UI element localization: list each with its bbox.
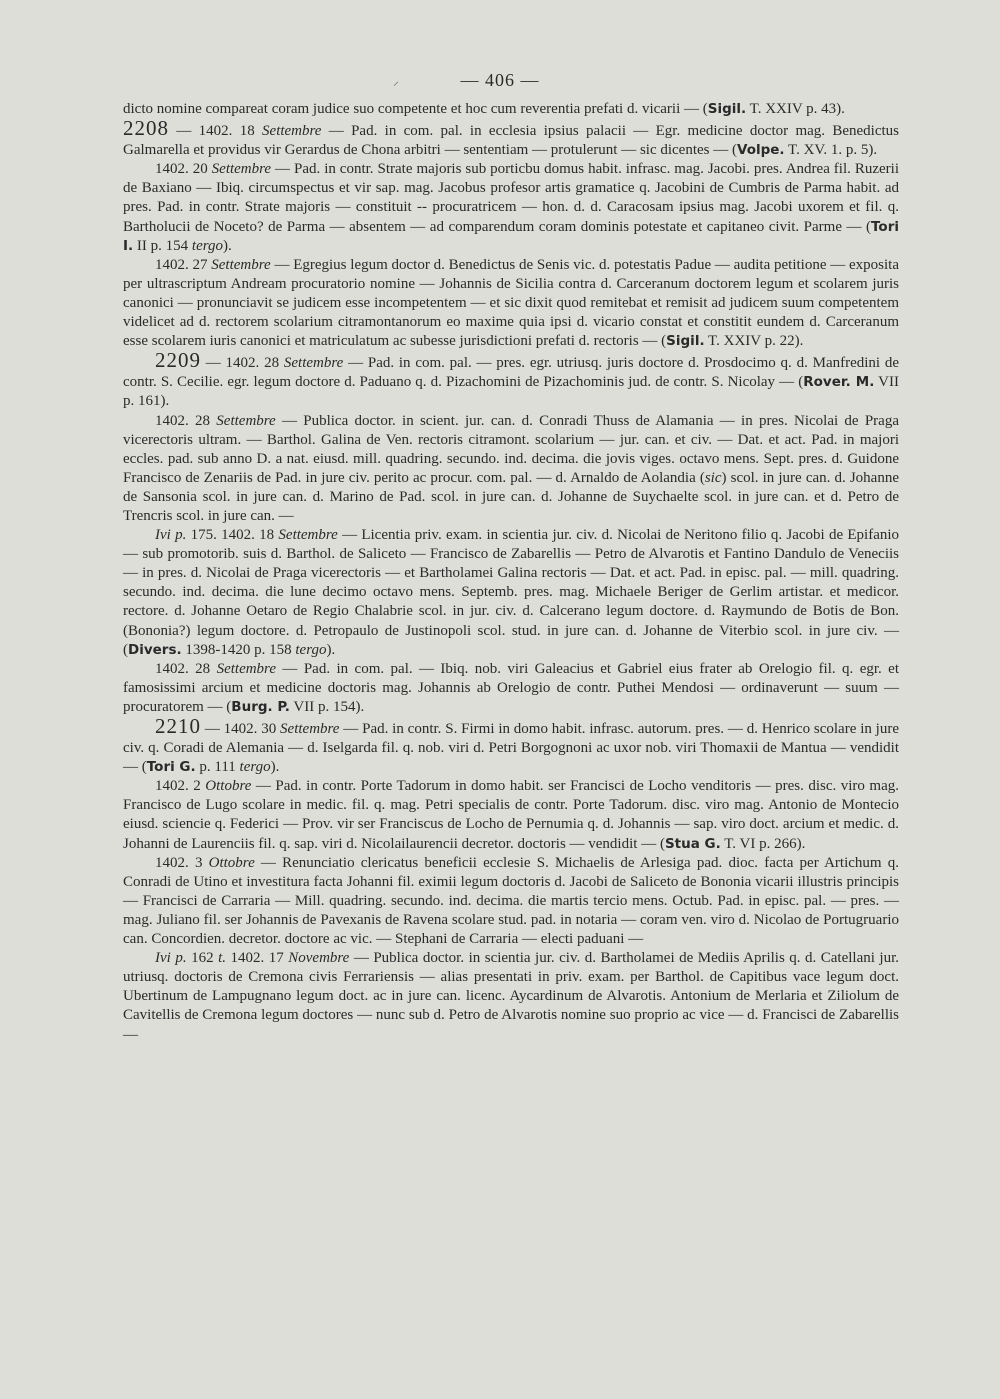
text-segment: — Pad. in contr. Strate majoris sub porticbu domus habit. infrasc. mag. Jacobi. pres. Andrea fil. Ruzerii de Baxiano — Ibiq. circumspectus et vir sap. mag. Jacobus profesor artis gramatice q. Jacobini de Cumbris de Parma habit. ad pres. Pad. in contr. Strate majoris — constituit -- procuratricem — hon. d. d. Caracosam ipsius mag. Jacobi uxorem et fil. q. Bartholucii de Noceto? de Parma — absentem — ad comparendum coram dominis potestate et capitaneo civit. Parme — ( bbox=[123, 161, 899, 235]
paragraph bbox=[123, 526, 899, 660]
text-segment: 162 bbox=[186, 950, 219, 967]
paragraph bbox=[123, 116, 899, 160]
paragraph bbox=[123, 256, 899, 351]
source-citation: Sigil. bbox=[707, 101, 747, 117]
text-segment: 1402. 3 bbox=[155, 854, 209, 871]
italic-text: Novembre bbox=[288, 950, 350, 967]
text-segment: 175. 1402. 18 bbox=[186, 527, 279, 544]
text-segment: II p. 154 bbox=[133, 237, 192, 254]
italic-text: Settembre bbox=[283, 355, 344, 372]
paragraph bbox=[123, 714, 900, 777]
text-segment: — Pad. in com. pal. in ecclesia ipsius palacii — Egr. medicine doctor mag. Benedictus Galmarella et providus vir Gerardus de Chona arbitri — sententiam — protulerunt — sic dicentes — ( bbox=[123, 123, 899, 159]
paragraph bbox=[123, 100, 899, 119]
italic-text: t. bbox=[218, 950, 226, 967]
page-mark: ⸝ bbox=[393, 74, 400, 88]
italic-text: tergo bbox=[295, 641, 327, 658]
text-segment: VII p. 161). bbox=[123, 374, 900, 410]
text-segment: 1402. 17 bbox=[226, 950, 289, 967]
paragraph bbox=[123, 777, 899, 853]
italic-text: Settembre bbox=[211, 161, 272, 178]
text-segment: p. 111 bbox=[195, 759, 240, 776]
source-citation: Tori G. bbox=[146, 759, 196, 776]
source-citation: Volpe. bbox=[737, 142, 785, 159]
italic-text: Ivi p. bbox=[155, 950, 187, 967]
source-citation: Rover. M. bbox=[803, 374, 875, 391]
source-citation: Sigil. bbox=[666, 333, 705, 350]
text-segment: 1402. 27 bbox=[155, 256, 212, 273]
text-segment: ). bbox=[223, 237, 232, 254]
paragraph bbox=[123, 660, 899, 717]
italic-text: Settembre bbox=[262, 123, 322, 140]
text-segment: T. VI p. 266). bbox=[720, 835, 806, 852]
italic-text: tergo bbox=[191, 237, 224, 254]
text-segment: — Pad. in contr. S. Firmi in domo habit. infrasc. autorum. pres. — d. Henrico scolare in jure civ. q. Coradi de Alemania — d. Iselgarda fil. q. nob. viri d. Petri Borgognoni ac uxor nob. viri Thomaxii de Mantua — vendidit — ( bbox=[123, 721, 900, 776]
paragraph bbox=[123, 348, 900, 411]
text-segment: ) scol. in jure can. d. Johanne de Sansonia scol. in jure can. d. Marino de Pad. scol. in jure can. d. Johanne de Suychaelte scol. in jure can. et d. Petro de Trencris scol. in jure can. — bbox=[123, 469, 899, 524]
paragraph bbox=[123, 854, 899, 949]
italic-text: Settembre bbox=[216, 660, 276, 677]
text-segment: — 1402. 28 bbox=[201, 355, 284, 372]
text-segment: 1402. 28 bbox=[155, 660, 217, 677]
text-segment: 1398-1420 p. 158 bbox=[181, 641, 296, 658]
text-segment: dicto nomine compareat coram judice suo competente et hoc cum reverentia prefati d. vicarii — ( bbox=[123, 101, 708, 117]
text-segment: 1402. 20 bbox=[155, 161, 212, 178]
italic-text: Settembre bbox=[280, 721, 340, 737]
text-segment: 1402. 2 bbox=[155, 778, 206, 795]
text-segment: VII p. 154). bbox=[289, 698, 365, 715]
italic-text: Ivi p. bbox=[155, 527, 187, 544]
page-number: — 406 — bbox=[460, 70, 540, 90]
text-segment: — 1402. 18 bbox=[169, 123, 263, 140]
source-citation: Divers. bbox=[128, 641, 182, 658]
entry-number: 2208 bbox=[123, 116, 169, 141]
italic-text: sic bbox=[704, 469, 722, 486]
italic-text: Ottobre bbox=[208, 854, 255, 871]
text-segment: 1402. 28 bbox=[155, 412, 217, 429]
text-segment: — 1402. 30 bbox=[201, 721, 281, 737]
text-segment: — Pad. in com. pal. — pres. egr. utriusq. juris doctore d. Prosdocimo q. d. Manfredini de contr. S. Cecilie. egr. legum doctore d. Paduano q. d. Pizachomini de Pizachominis jud. de contr. S. Nicolay — ( bbox=[123, 355, 900, 391]
italic-text: Settembre bbox=[211, 256, 271, 273]
entry-number: 2210 bbox=[155, 714, 201, 738]
italic-text: Settembre bbox=[216, 412, 276, 429]
paragraph bbox=[123, 160, 899, 255]
text-segment: — Publica doctor. in scientia jur. civ. d. Bartholamei de Mediis Aprilis q. d. Catellani jur. utriusq. doctoris de Cremona civis Ferrariensis — alias presentati in priv. exam. per Barthol. de Capitibus vace legum doct. Ubertinum de Lampugnano legum doct. ac in jure can. licenc. Aycardinum de Alvarotis. Antonium de Merlaria et Ziliolum de Cavitellis de Cremona legum doctores — nunc sub d. Petro de Alvarotis nomine suo proprio ac vice — d. Francisci de Zabarellis — bbox=[123, 950, 900, 1043]
italic-text: Ottobre bbox=[205, 778, 252, 795]
source-citation: Tori I. bbox=[123, 218, 899, 254]
italic-text: Settembre bbox=[278, 527, 338, 544]
entry-number: 2209 bbox=[155, 348, 201, 373]
text-segment: T. XXIV p. 43). bbox=[746, 101, 845, 117]
text-segment: — Renunciatio clericatus beneficii ecclesie S. Michaelis de Arlesiga pad. dioc. facta per Artichum q. Conradi de Utino et investitura facta Johanni fil. eximii legum doctoris d. Jacobi de Saliceto de Bononia vicarii illustris principis — Francisci de Carraria — Mill. quadring. secundo. ind. decima. die martis tercio mens. Octub. Pad. in episc. pal. — pres. — mag. Juliano fil. ser Johannis de Pavexanis de Ravena scolare stud. pad. in notaria — coram ven. viro d. Nicolao de Portugruario can. Concordien. decretor. doctore ac vic. — Stephani de Carraria — electi paduani — bbox=[123, 854, 899, 948]
text-segment: ). bbox=[270, 759, 280, 776]
text-segment: — Licentia priv. exam. in scientia jur. civ. d. Nicolai de Neritono filio q. Jacobi de Epifanio — sub promotorib. suis d. Barthol. de Saliceto — Francisco de Zabarellis — Petro de Alvarotis et Fantino Dandulo de Veneciis — in pres. d. Nicolai de Praga vicerectoris — et Bartholamei Galina rectoris — Dat. et act. Pad. in episc. pal. — mill. quadring. secundo. ind. decima. die lune decimo octavo mens. Septemb. pres. mag. Michaele Beriger de Gerlim artistar. et medicor. rectore. d. Johanne Oetaro de Regio Chalabrie scol. in jur. civ. d. Calcerano legum doctore. d. Raymundo de Botis de Bon. (Bononia?) legum doctore. d. Petropaulo de Justinopoli scol. stud. in jure can. d. Johanne de Viterbio scol. in jure civ. — ( bbox=[123, 527, 900, 658]
text-segment: — Pad. in com. pal. — Ibiq. nob. viri Galeacius et Gabriel eius frater ab Orelogio fil. q. egr. et famosissimi arcium et medicine doctoris mag. Johannis ab Orelogio de contr. Puthei Mendosi — ordinaverunt — suum — procuratorem — ( bbox=[123, 660, 900, 715]
paragraph bbox=[123, 949, 899, 1044]
text-segment: — Pad. in contr. Porte Tadorum in domo habit. ser Francisci de Locho venditoris — pres. disc. viro mag. Francisco de Lugo scolare in medic. fil. q. mag. Petri specialis de contr. Porte Tadorum. disc. viro mag. Antonio de Montecio eiusd. sciencie q. Federici — Prov. vir ser Franciscus de Locho de Pernumia q. d. Johannis — sap. viro doct. arcium et medic. d. Johanni de Laurenciis fil. q. sap. viri d. Nicolailaurencii decretor. doctoris — vendidit — ( bbox=[123, 778, 900, 852]
text-segment: — Egregius legum doctor d. Benedictus de Senis vic. d. potestatis Padue — audita petitione — exposita per ultrascriptum Andream procuratorio nomine — Johannis de Sicilia contra d. Carceranum doctorem legum et scolarem juris canonici — pronunciavit se judicem esse incompetentem — et sic dixit quod remitebat et remisit ad judicem suum competentem videlicet ad d. rectorem scolarium citramontanorum eo maxime quia ipsi d. vicario constat et constitit eundem d. Carceranum esse scolarem iuris canonici et matriculatum ac subesse jurisdictioni prefati d. rectoris — ( bbox=[123, 256, 899, 350]
text-segment: T. XXIV p. 22). bbox=[704, 333, 804, 350]
italic-text: tergo bbox=[239, 759, 271, 776]
text-segment: ). bbox=[326, 641, 336, 658]
text-segment: T. XV. 1. p. 5). bbox=[784, 142, 878, 159]
paragraph bbox=[123, 412, 899, 527]
source-citation: Stua G. bbox=[664, 835, 721, 852]
body-text bbox=[123, 100, 899, 1045]
text-segment: — Publica doctor. in scient. jur. can. d. Conradi Thuss de Alamania — in pres. Nicolai de Praga vicerectoris ultram. — Barthol. Galina de Ven. rectoris citramont. scolarium — jur. can. et civ. — Dat. et act. Pad. in majori eccles. pad. sub anno D. a nat. eiusd. mill. quadring. secundo. ind. decima. die jovis viges. octavo mens. Sept. pres. d. Guidone Francisco de Zenariis de Pad. in jure civ. perito ac procur. com. pal. — d. Arnaldo de Aolandia ( bbox=[123, 412, 899, 486]
source-citation: Burg. P. bbox=[231, 698, 290, 715]
